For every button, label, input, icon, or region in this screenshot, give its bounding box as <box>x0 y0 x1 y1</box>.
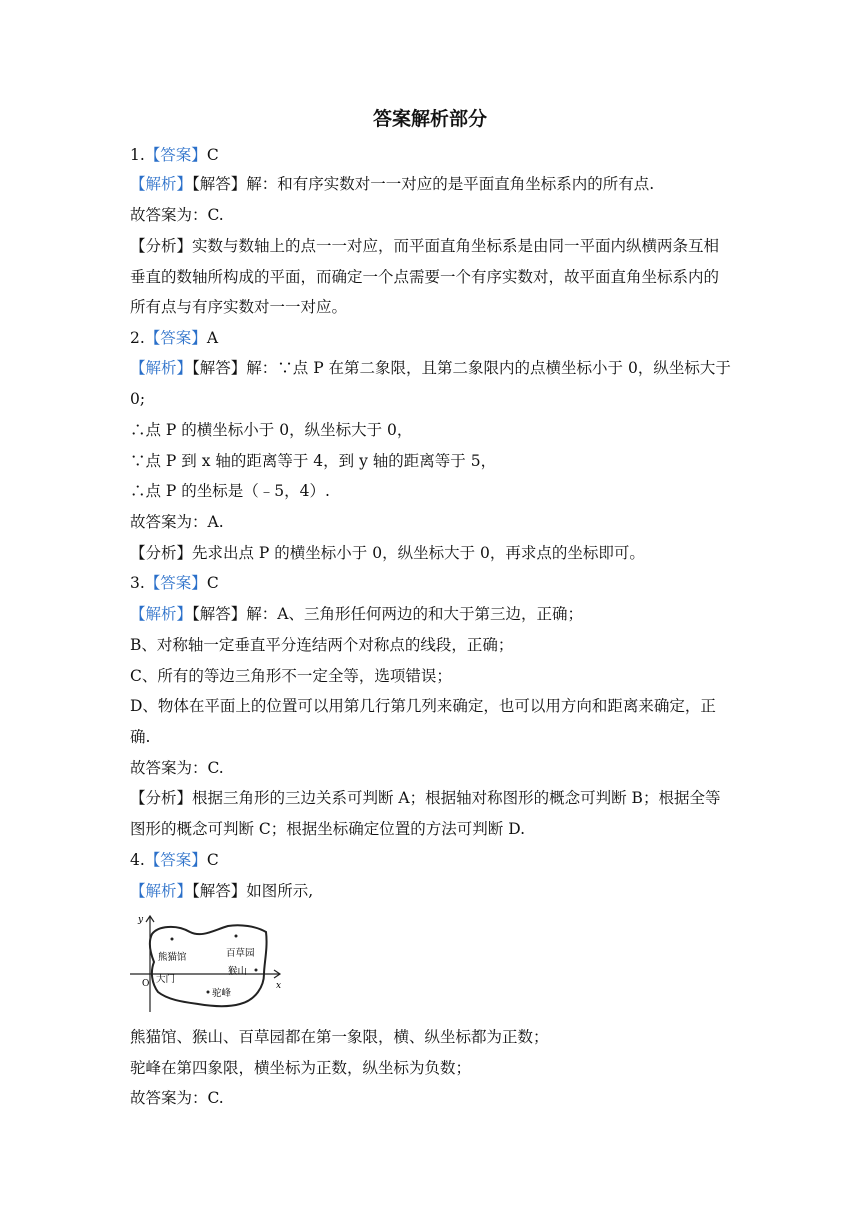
q1-answer-line: 1.【答案】C <box>130 146 219 164</box>
text-line: 垂直的数轴所构成的平面，而确定一个点需要一个有序实数对，故平面直角坐标系内的 <box>130 268 720 286</box>
text-line: 驼峰在第四象限，横坐标为正数，纵坐标为负数； <box>130 1059 472 1077</box>
y-axis-label: y <box>138 915 144 925</box>
x-axis-label: x <box>276 981 282 991</box>
q4-analysis-line: 【解析】【解答】如图所示, <box>130 882 314 900</box>
text-line: 故答案为：C. <box>130 206 224 224</box>
q4-answer-line: 4.【答案】C <box>130 851 219 869</box>
text-line: ∵点 P 到 x 轴的距离等于 4，到 y 轴的距离等于 5， <box>130 452 497 470</box>
q2-answer-line: 2.【答案】A <box>130 329 219 347</box>
text-line: ∴点 P 的横坐标小于 0，纵坐标大于 0， <box>130 421 413 439</box>
q1-analysis-line: 【解析】【解答】解：和有序实数对一一对应的是平面直角坐标系内的所有点. <box>130 175 655 193</box>
text-line: ∴点 P 的坐标是（﹣5，4）. <box>130 482 330 500</box>
text-line: 图形的概念可判断 C；根据坐标确定位置的方法可判断 D. <box>130 820 526 838</box>
text-line: 故答案为：C. <box>130 759 224 777</box>
text-line: D、物体在平面上的位置可以用第几行第几列来确定，也可以用方向和距离来确定，正 <box>130 697 716 715</box>
q3-analysis-line: 【解析】【解答】解：A、三角形任何两边的和大于第三边，正确； <box>130 605 583 623</box>
text-line: 0; <box>130 390 146 408</box>
text-line: B、对称轴一定垂直平分连结两个对称点的线段，正确； <box>130 636 514 654</box>
text-line: 【分析】先求出点 P 的横坐标小于 0，纵坐标大于 0，再求点的坐标即可。 <box>130 544 645 562</box>
text-line: 熊猫馆、猴山、百草园都在第一象限，横、纵坐标都为正数； <box>130 1028 549 1046</box>
text-line: 【分析】实数与数轴上的点一一对应，而平面直角坐标系是由同一平面内纵横两条互相 <box>130 237 720 255</box>
monkey-hill-label: 猴山 <box>228 966 248 977</box>
panda-label: 熊猫馆 <box>158 952 187 963</box>
text-line: 确. <box>130 728 151 746</box>
text-line: 故答案为：A. <box>130 513 224 531</box>
zoo-map-figure <box>128 908 288 1016</box>
text-line: 【分析】根据三角形的三边关系可判断 A；根据轴对称图形的概念可判断 B；根据全等 <box>130 789 721 807</box>
page-title: 答案解析部分 <box>372 108 487 130</box>
gate-label: 大门 <box>156 974 176 985</box>
camel-label: 驼峰 <box>212 988 232 999</box>
text-line: 故答案为：C. <box>130 1089 224 1107</box>
text-line: C、所有的等边三角形不一定全等，选项错误； <box>130 667 452 685</box>
q2-analysis-line: 【解析】【解答】解：∵点 P 在第二象限，且第二象限内的点横坐标小于 0，纵坐标大于 <box>130 359 731 377</box>
q3-answer-line: 3.【答案】C <box>130 574 219 592</box>
herb-garden-label: 百草园 <box>226 948 255 959</box>
origin-label: O <box>142 979 150 989</box>
text-line: 所有点与有序实数对一一对应。 <box>130 298 348 316</box>
